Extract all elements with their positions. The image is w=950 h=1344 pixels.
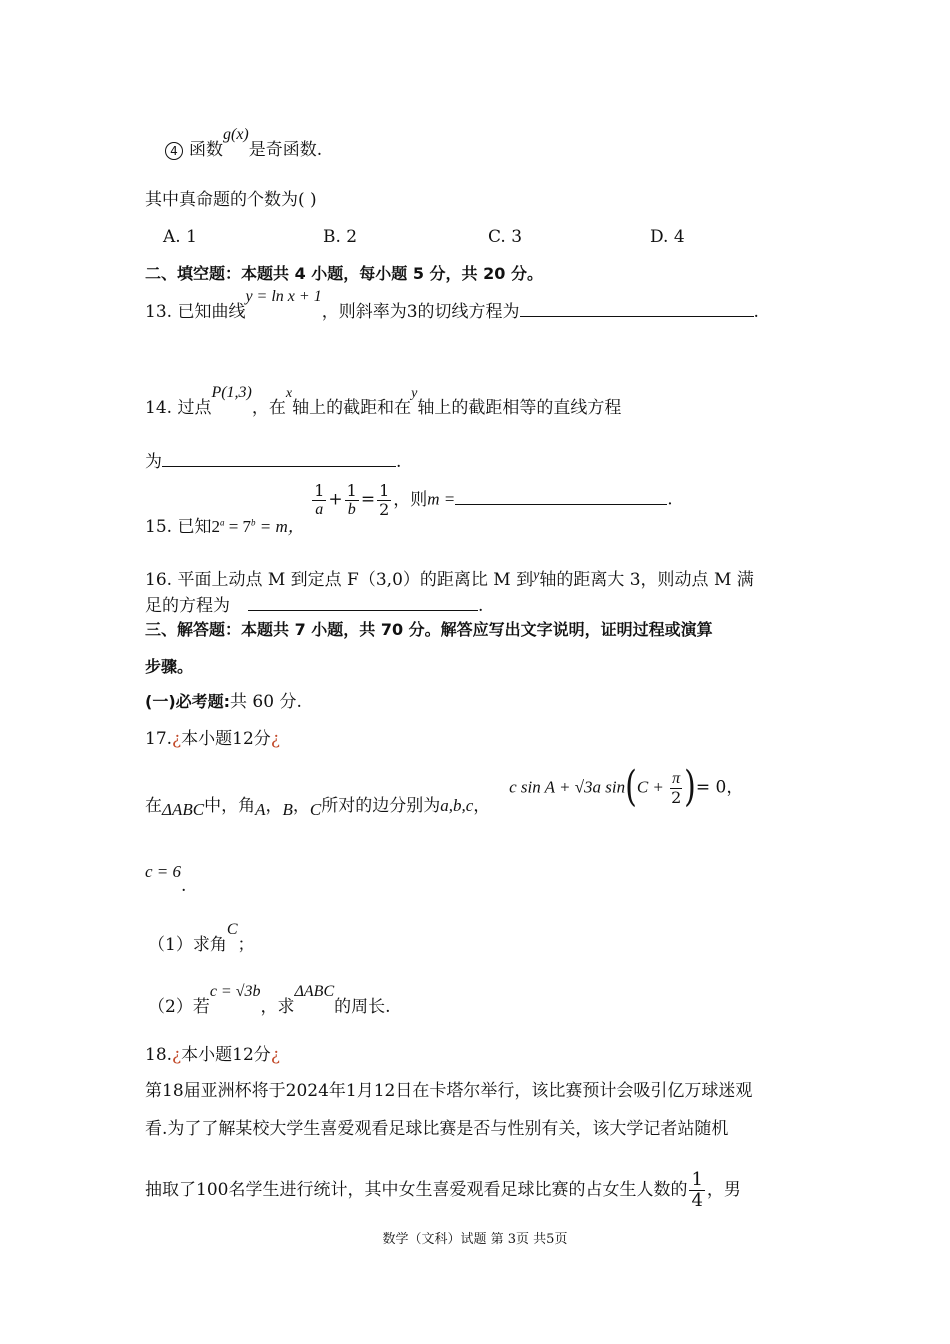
section-3-header-cont: 步骤。 [145, 657, 194, 676]
q17-part-2: （2）若c = √3b，求ΔABC的周长. [148, 983, 391, 1017]
q15-frac-1-a: $\frac{1}{a}$ [314, 481, 325, 518]
q15-power-2a: $2^a = 7^b$ [211, 516, 256, 536]
q17-c-value: c = 6. [145, 862, 187, 896]
q12-option-a: A. 1 [163, 227, 197, 247]
q12-option-b: B. 2 [323, 227, 358, 247]
q13-curve-expr: y = ln x + 1 [245, 288, 322, 305]
q15-frac-1-2: $\frac{1}{2}$ [379, 481, 390, 519]
q17-statement: 在ΔABC中，角A，B，C所对的边分别为a,b,c， c sin A + √3a sin(C + $\frac{\pi}{2}$ )= 0， [145, 762, 744, 819]
q15-answer-blank[interactable] [455, 488, 667, 505]
question-14: 14. 过点P(1,3)，在$^x$轴上的截距和在$^y$轴上的截距相等的直线方程 [145, 384, 622, 418]
q18-text-line-1: 第18届亚洲杯将于2024年1月12日在卡塔尔举行，该比赛预计会吸引亿万球迷观 [145, 1081, 753, 1101]
proposition-4: 4 函数g(x)是奇函数. [165, 140, 322, 160]
q15-frac-1-b: $\frac{1}{b}$ [346, 481, 357, 518]
expr-g-x: g(x) [223, 126, 249, 143]
q12-option-c: C. 3 [488, 227, 523, 247]
question-13: 13. 已知曲线y = ln x + 1，则斜率为3的切线方程为 . [145, 288, 759, 322]
q17-condition-formula: c sin A + √3a sin [509, 777, 626, 797]
q12-question: 其中真命题的个数为( ) [145, 190, 317, 210]
q17-frac-pi-2: $\frac{\pi}{2}$ [671, 770, 682, 807]
q17-title: 17.¿本小题12分¿ [145, 729, 280, 749]
q12-option-d: D. 4 [650, 227, 685, 247]
question-16-line2: 足的方程为 . [145, 596, 484, 616]
q18-text-line-3: 抽取了100名学生进行统计，其中女生喜爱观看足球比赛的占女生人数的 $\frac{1}{4}$ ，男 [145, 1169, 741, 1211]
q18-frac-1-4: $\frac{1}{4}$ [691, 1169, 703, 1211]
q13-answer-blank[interactable] [520, 300, 754, 317]
section-3-header: 三、解答题：本题共 7 小题，共 70 分。解答应写出文字说明，证明过程或演算 [145, 620, 713, 639]
question-14-line2: 为 . [145, 452, 402, 472]
q18-title: 18.¿本小题12分¿ [145, 1045, 280, 1065]
page-footer: 数学（文科）试题 第 3页 共5页 [382, 1232, 568, 1247]
q17-part-1: （1）求角C； [148, 921, 255, 955]
q18-text-line-2: 看.为了了解某校大学生喜爱观看足球比赛是否与性别有关，该大学记者站随机 [145, 1119, 729, 1139]
question-15: 15. 已知$2^a = 7^b = m$， $\frac{1}{a}$ + $\frac{1}{b}$ = $\frac{1}{2}$ ，则m = . [145, 481, 673, 537]
q16-answer-blank[interactable] [248, 594, 478, 611]
circled-number-4: 4 [165, 142, 183, 160]
required-section: (一)必考题:共 60 分. [145, 692, 302, 712]
section-2-header: 二、填空题：本题共 4 小题，每小题 5 分，共 20 分。 [145, 264, 543, 283]
question-16: 16. 平面上动点 M 到定点 F（3,0）的距离比 M 到$^y$轴的距离大 3，则动点 M 满 [145, 568, 754, 590]
q14-answer-blank[interactable] [162, 450, 396, 467]
